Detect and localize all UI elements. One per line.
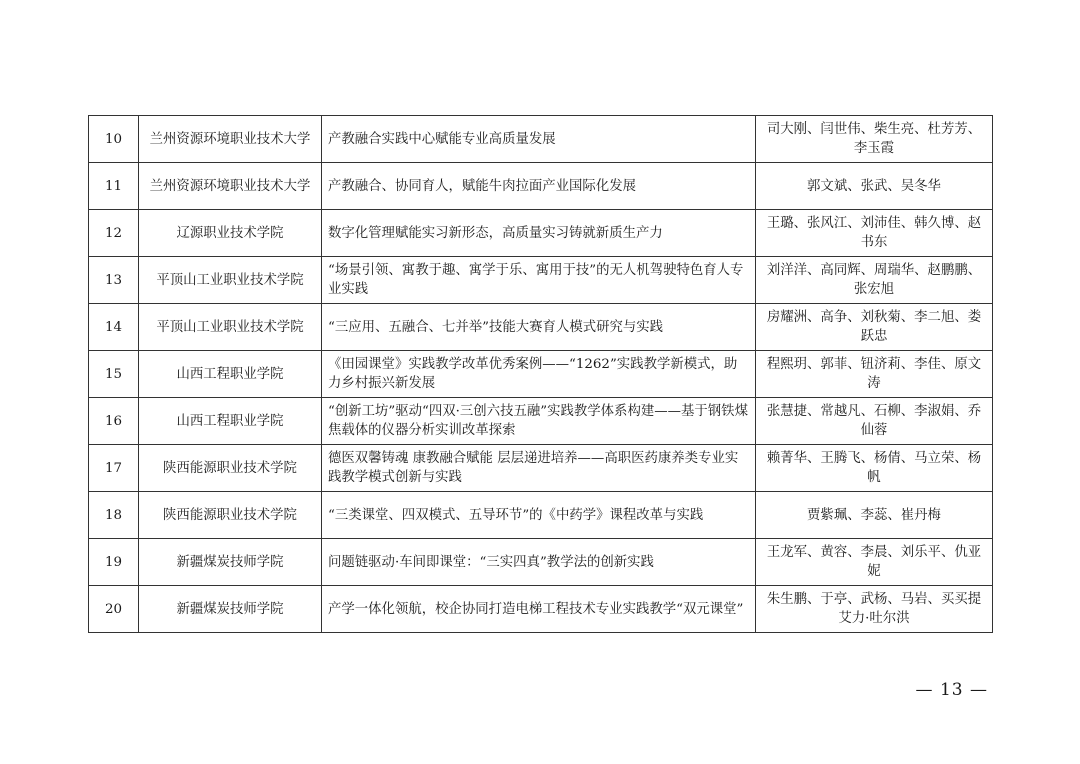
project-title-cell: 问题链驱动·车间即课堂：“三实四真”教学法的创新实践 (322, 539, 756, 586)
table-row (89, 257, 993, 304)
institution-cell: 平顶山工业职业技术学院 (139, 304, 322, 351)
table-row (89, 539, 993, 586)
institution-cell: 新疆煤炭技师学院 (139, 586, 322, 633)
authors-cell: 王璐、张风江、刘沛佳、韩久博、赵书东 (756, 210, 993, 257)
row-number: 11 (89, 163, 139, 210)
institution-cell: 陕西能源职业技术学院 (139, 492, 322, 539)
authors-cell: 郭文斌、张武、吴冬华 (756, 163, 993, 210)
table-row (89, 445, 993, 492)
institution-cell: 山西工程职业学院 (139, 398, 322, 445)
table-row (89, 210, 993, 257)
page-number: — 13 — (915, 680, 988, 700)
authors-cell: 司大刚、闫世伟、柴生亮、杜芳芳、李玉霞 (756, 116, 993, 163)
row-number: 14 (89, 304, 139, 351)
project-title-cell: “场景引领、寓教于趣、寓学于乐、寓用于技”的无人机驾驶特色育人专业实践 (322, 257, 756, 304)
project-title-cell: “三应用、五融合、七并举”技能大赛育人模式研究与实践 (322, 304, 756, 351)
table-row (89, 116, 993, 163)
row-number: 16 (89, 398, 139, 445)
row-number: 13 (89, 257, 139, 304)
row-number: 20 (89, 586, 139, 633)
authors-cell: 朱生鹏、于亭、武杨、马岩、买买提艾力·吐尔洪 (756, 586, 993, 633)
institution-cell: 新疆煤炭技师学院 (139, 539, 322, 586)
project-title-cell: 《田园课堂》实践教学改革优秀案例——“1262”实践教学新模式，助力乡村振兴新发展 (322, 351, 756, 398)
table-row (89, 492, 993, 539)
authors-cell: 房耀洲、高争、刘秋菊、李二旭、娄跃忠 (756, 304, 993, 351)
project-title-cell: 产学一体化领航，校企协同打造电梯工程技术专业实践教学“双元课堂” (322, 586, 756, 633)
authors-cell: 贾紫珮、李蕊、崔丹梅 (756, 492, 993, 539)
institution-cell: 辽源职业技术学院 (139, 210, 322, 257)
project-title-cell: “三类课堂、四双模式、五导环节”的《中药学》课程改革与实践 (322, 492, 756, 539)
row-number: 19 (89, 539, 139, 586)
institution-cell: 山西工程职业学院 (139, 351, 322, 398)
table-row (89, 351, 993, 398)
institution-cell: 兰州资源环境职业技术大学 (139, 163, 322, 210)
awards-table (88, 115, 993, 633)
project-title-cell: 产教融合实践中心赋能专业高质量发展 (322, 116, 756, 163)
table-row (89, 398, 993, 445)
institution-cell: 平顶山工业职业技术学院 (139, 257, 322, 304)
project-title-cell: 数字化管理赋能实习新形态，高质量实习铸就新质生产力 (322, 210, 756, 257)
authors-cell: 刘洋洋、高同辉、周瑞华、赵鹏鹏、张宏旭 (756, 257, 993, 304)
project-title-cell: 产教融合、协同育人，赋能牛肉拉面产业国际化发展 (322, 163, 756, 210)
authors-cell: 赖菁华、王腾飞、杨倩、马立荣、杨帆 (756, 445, 993, 492)
institution-cell: 陕西能源职业技术学院 (139, 445, 322, 492)
table-row (89, 304, 993, 351)
table-row (89, 163, 993, 210)
row-number: 15 (89, 351, 139, 398)
authors-cell: 程熙玥、郭菲、钮济莉、李佳、原文涛 (756, 351, 993, 398)
row-number: 10 (89, 116, 139, 163)
table-body (89, 116, 993, 633)
authors-cell: 王龙军、黄容、李晨、刘乐平、仇亚妮 (756, 539, 993, 586)
project-title-cell: 德医双馨铸魂 康教融合赋能 层层递进培养——高职医药康养类专业实践教学模式创新与实践 (322, 445, 756, 492)
row-number: 12 (89, 210, 139, 257)
row-number: 17 (89, 445, 139, 492)
project-title-cell: “创新工坊”驱动“四双·三创六技五融”实践教学体系构建——基于钢铁煤焦载体的仪器分析实训改革探索 (322, 398, 756, 445)
authors-cell: 张慧捷、常越凡、石柳、李淑娟、乔仙蓉 (756, 398, 993, 445)
row-number: 18 (89, 492, 139, 539)
institution-cell: 兰州资源环境职业技术大学 (139, 116, 322, 163)
table-row (89, 586, 993, 633)
